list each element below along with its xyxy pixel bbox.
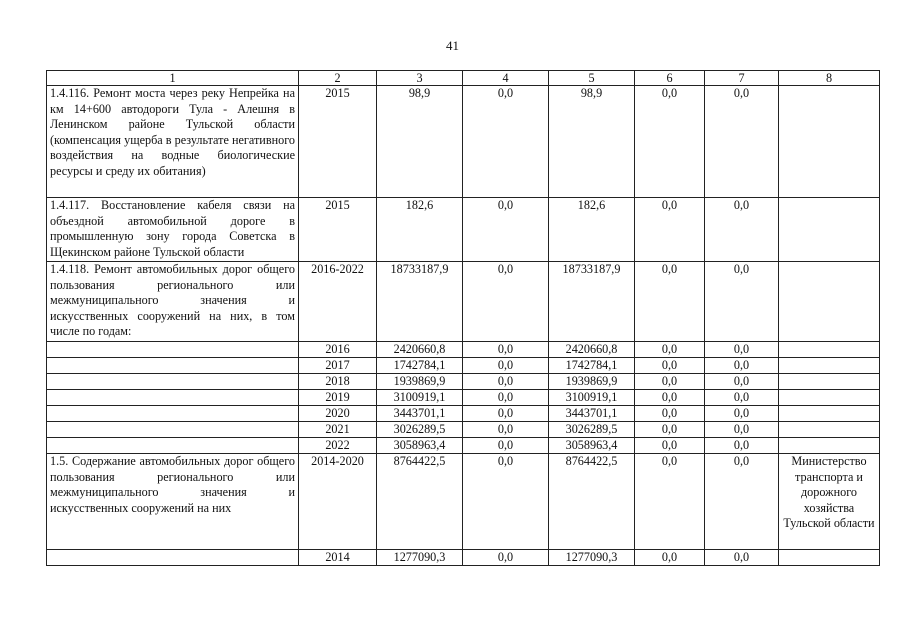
row-value-col5: 2420660,8 <box>549 342 635 358</box>
row-value-col5: 1277090,3 <box>549 550 635 566</box>
row-value-col7: 0,0 <box>705 406 779 422</box>
table-row <box>47 422 880 438</box>
column-header: 3 <box>377 71 463 86</box>
row-value-col3: 98,9 <box>377 86 463 198</box>
row-value-col6: 0,0 <box>635 438 705 454</box>
table-row <box>47 262 880 342</box>
row-value-col7: 0,0 <box>705 198 779 262</box>
row-description <box>47 374 299 390</box>
row-value-col4: 0,0 <box>463 262 549 342</box>
row-value-col6: 0,0 <box>635 86 705 198</box>
row-value-col7: 0,0 <box>705 422 779 438</box>
table-row <box>47 550 880 566</box>
row-value-col7: 0,0 <box>705 454 779 550</box>
row-responsible <box>779 198 880 262</box>
row-value-col5: 3443701,1 <box>549 406 635 422</box>
row-period: 2015 <box>299 86 377 198</box>
row-value-col7: 0,0 <box>705 390 779 406</box>
row-value-col3: 3058963,4 <box>377 438 463 454</box>
row-value-col4: 0,0 <box>463 390 549 406</box>
row-description <box>47 422 299 438</box>
row-responsible <box>779 422 880 438</box>
row-responsible <box>779 374 880 390</box>
row-description <box>47 438 299 454</box>
row-responsible <box>779 86 880 198</box>
row-value-col5: 3058963,4 <box>549 438 635 454</box>
row-value-col6: 0,0 <box>635 358 705 374</box>
row-value-col4: 0,0 <box>463 86 549 198</box>
row-value-col6: 0,0 <box>635 406 705 422</box>
column-header: 2 <box>299 71 377 86</box>
row-value-col4: 0,0 <box>463 550 549 566</box>
row-period: 2014 <box>299 550 377 566</box>
row-value-col5: 18733187,9 <box>549 262 635 342</box>
row-period: 2016-2022 <box>299 262 377 342</box>
row-period: 2019 <box>299 390 377 406</box>
table-row <box>47 374 880 390</box>
table-row <box>47 358 880 374</box>
row-value-col6: 0,0 <box>635 422 705 438</box>
row-description <box>47 358 299 374</box>
row-value-col4: 0,0 <box>463 374 549 390</box>
column-header: 4 <box>463 71 549 86</box>
column-header: 5 <box>549 71 635 86</box>
row-value-col7: 0,0 <box>705 550 779 566</box>
row-value-col6: 0,0 <box>635 390 705 406</box>
row-value-col6: 0,0 <box>635 454 705 550</box>
row-responsible <box>779 406 880 422</box>
page-number: 41 <box>446 38 459 53</box>
column-number-row <box>47 71 880 86</box>
row-value-col3: 182,6 <box>377 198 463 262</box>
row-responsible <box>779 438 880 454</box>
row-value-col4: 0,0 <box>463 406 549 422</box>
row-value-col5: 8764422,5 <box>549 454 635 550</box>
row-value-col3: 1742784,1 <box>377 358 463 374</box>
row-value-col5: 98,9 <box>549 86 635 198</box>
row-description: 1.4.118. Ремонт автомобильных дорог общего пользования регионального или межмуниципального значения и искусственных сооружений на них, в том числе по годам: <box>47 262 299 342</box>
row-value-col4: 0,0 <box>463 422 549 438</box>
row-value-col4: 0,0 <box>463 438 549 454</box>
row-value-col6: 0,0 <box>635 342 705 358</box>
row-value-col3: 2420660,8 <box>377 342 463 358</box>
table-row <box>47 198 880 262</box>
row-description <box>47 406 299 422</box>
row-value-col6: 0,0 <box>635 262 705 342</box>
row-value-col3: 1277090,3 <box>377 550 463 566</box>
row-period: 2014-2020 <box>299 454 377 550</box>
row-responsible <box>779 342 880 358</box>
row-value-col7: 0,0 <box>705 342 779 358</box>
row-value-col3: 8764422,5 <box>377 454 463 550</box>
row-period: 2021 <box>299 422 377 438</box>
row-responsible <box>779 262 880 342</box>
row-value-col6: 0,0 <box>635 550 705 566</box>
row-description: 1.4.117. Восстановление кабеля связи на объездной автомобильной дороге в промышленную зону города Советска в Щекинском районе Тульской области <box>47 198 299 262</box>
row-responsible <box>779 550 880 566</box>
column-header: 7 <box>705 71 779 86</box>
row-value-col5: 182,6 <box>549 198 635 262</box>
row-value-col3: 1939869,9 <box>377 374 463 390</box>
row-value-col4: 0,0 <box>463 358 549 374</box>
row-responsible: Министерство транспорта и дорожного хозяйства Тульской области <box>779 454 880 550</box>
budget-table <box>46 70 880 566</box>
column-header: 6 <box>635 71 705 86</box>
row-value-col7: 0,0 <box>705 262 779 342</box>
row-value-col6: 0,0 <box>635 198 705 262</box>
row-period: 2018 <box>299 374 377 390</box>
row-period: 2016 <box>299 342 377 358</box>
row-period: 2020 <box>299 406 377 422</box>
row-responsible <box>779 390 880 406</box>
table-row <box>47 390 880 406</box>
row-value-col7: 0,0 <box>705 358 779 374</box>
table-row <box>47 342 880 358</box>
row-period: 2017 <box>299 358 377 374</box>
table-row <box>47 406 880 422</box>
row-value-col5: 3100919,1 <box>549 390 635 406</box>
table-row <box>47 438 880 454</box>
table-row <box>47 86 880 198</box>
row-value-col4: 0,0 <box>463 454 549 550</box>
row-value-col7: 0,0 <box>705 374 779 390</box>
table-row <box>47 454 880 550</box>
row-value-col3: 3100919,1 <box>377 390 463 406</box>
row-value-col5: 1939869,9 <box>549 374 635 390</box>
row-value-col5: 3026289,5 <box>549 422 635 438</box>
row-value-col3: 18733187,9 <box>377 262 463 342</box>
row-description <box>47 342 299 358</box>
row-period: 2015 <box>299 198 377 262</box>
row-description <box>47 550 299 566</box>
row-description: 1.5. Содержание автомобильных дорог общего пользования регионального или межмуниципального значения и искусственных сооружений на них <box>47 454 299 550</box>
row-value-col4: 0,0 <box>463 198 549 262</box>
row-description <box>47 390 299 406</box>
row-responsible <box>779 358 880 374</box>
row-value-col7: 0,0 <box>705 438 779 454</box>
row-description: 1.4.116. Ремонт моста через реку Непрейка на км 14+600 автодороги Тула - Алешня в Ленинском районе Тульской области (компенсация ущерба в результате негативного воздействия на водные биологические ресурсы и среду их обитания) <box>47 86 299 198</box>
row-value-col3: 3443701,1 <box>377 406 463 422</box>
column-header: 1 <box>47 71 299 86</box>
row-value-col5: 1742784,1 <box>549 358 635 374</box>
row-period: 2022 <box>299 438 377 454</box>
row-value-col3: 3026289,5 <box>377 422 463 438</box>
row-value-col6: 0,0 <box>635 374 705 390</box>
row-value-col7: 0,0 <box>705 86 779 198</box>
column-header: 8 <box>779 71 880 86</box>
row-value-col4: 0,0 <box>463 342 549 358</box>
